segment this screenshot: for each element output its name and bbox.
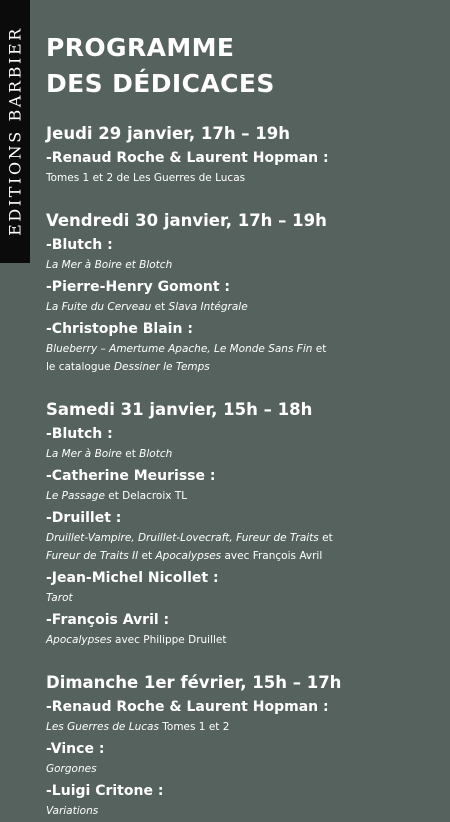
day-section xyxy=(46,398,440,651)
author-name: -Renaud Roche & Laurent Hopman : xyxy=(46,150,329,166)
signing-entry xyxy=(46,739,440,780)
works-list xyxy=(46,802,440,822)
day-section xyxy=(46,209,440,378)
day-title: Vendredi 30 janvier, 17h – 19h xyxy=(46,211,327,230)
works-list xyxy=(46,529,440,567)
work-title: Druillet-Vampire, Druillet-Lovecraft, Fureur de Traits xyxy=(46,532,319,544)
program-content xyxy=(46,30,440,822)
work-title: Blotch xyxy=(139,448,173,460)
author-name: -Christophe Blain : xyxy=(46,321,193,337)
signing-entry xyxy=(46,568,440,609)
works-list xyxy=(46,631,440,651)
work-text: et Delacroix TL xyxy=(104,490,188,502)
works-list xyxy=(46,169,440,189)
day-title: Samedi 31 janvier, 15h – 18h xyxy=(46,400,313,419)
days-list xyxy=(46,122,440,822)
author-name: -Luigi Critone : xyxy=(46,783,164,799)
works-list xyxy=(46,340,440,378)
day-section xyxy=(46,671,440,822)
work-text: et xyxy=(121,448,140,460)
work-title: Slava Intégrale xyxy=(168,301,248,313)
work-text: le catalogue xyxy=(46,361,114,373)
work-title: La Mer à Boire et Blotch xyxy=(46,259,173,271)
signing-entry xyxy=(46,610,440,651)
signing-entry xyxy=(46,466,440,507)
author-name: -Blutch : xyxy=(46,426,113,442)
signing-entry xyxy=(46,235,440,276)
brand-bar xyxy=(0,0,30,263)
author-name: -Renaud Roche & Laurent Hopman : xyxy=(46,699,329,715)
signing-entry xyxy=(46,319,440,378)
work-title: Les Guerres de Lucas xyxy=(46,721,159,733)
work-title: Apocalypses xyxy=(155,550,222,562)
signing-entry xyxy=(46,697,440,738)
title-line-2: DES DÉDICACES xyxy=(46,69,275,98)
work-title: La Mer à Boire xyxy=(46,448,122,460)
work-title: Fureur de Traits II xyxy=(46,550,139,562)
work-title: Tarot xyxy=(46,592,73,604)
title-line-1: PROGRAMME xyxy=(46,33,235,62)
work-title: La Fuite du Cerveau xyxy=(46,301,152,313)
signing-entry xyxy=(46,508,440,567)
brand-name: EDITIONS BARBIER xyxy=(5,26,25,236)
work-title: Gorgones xyxy=(46,763,97,775)
day-section xyxy=(46,122,440,189)
author-name: -Jean-Michel Nicollet : xyxy=(46,570,219,586)
works-list xyxy=(46,589,440,609)
day-title: Jeudi 29 janvier, 17h – 19h xyxy=(46,124,291,143)
work-title: Dessiner le Temps xyxy=(113,361,210,373)
signing-entry xyxy=(46,424,440,465)
author-name: -Catherine Meurisse : xyxy=(46,468,216,484)
works-list xyxy=(46,256,440,276)
works-list xyxy=(46,718,440,738)
author-name: -Blutch : xyxy=(46,237,113,253)
author-name: -Vince : xyxy=(46,741,105,757)
works-list xyxy=(46,760,440,780)
work-text: Tomes 1 et 2 xyxy=(158,721,230,733)
signing-entry xyxy=(46,277,440,318)
signing-entry xyxy=(46,781,440,822)
work-text: avec Philippe Druillet xyxy=(111,634,227,646)
author-name: -Pierre-Henry Gomont : xyxy=(46,279,231,295)
work-text: et xyxy=(318,532,333,544)
work-title: Apocalypses xyxy=(46,634,112,646)
day-title: Dimanche 1er février, 15h – 17h xyxy=(46,673,342,692)
work-text: et xyxy=(312,343,327,355)
work-text: Tomes 1 et 2 de Les Guerres de Lucas xyxy=(46,172,246,184)
author-name: -Druillet : xyxy=(46,510,122,526)
works-list xyxy=(46,487,440,507)
signing-entry xyxy=(46,148,440,189)
work-title: Variations xyxy=(46,805,99,817)
work-text: et xyxy=(151,301,169,313)
work-text: et xyxy=(138,550,156,562)
work-text: avec François Avril xyxy=(221,550,323,562)
author-name: -François Avril : xyxy=(46,612,170,628)
work-title: Le Passage xyxy=(46,490,105,502)
works-list xyxy=(46,445,440,465)
page-title xyxy=(46,30,440,102)
works-list xyxy=(46,298,440,318)
work-title: Blueberry – Amertume Apache, Le Monde Sans Fin xyxy=(46,343,313,355)
